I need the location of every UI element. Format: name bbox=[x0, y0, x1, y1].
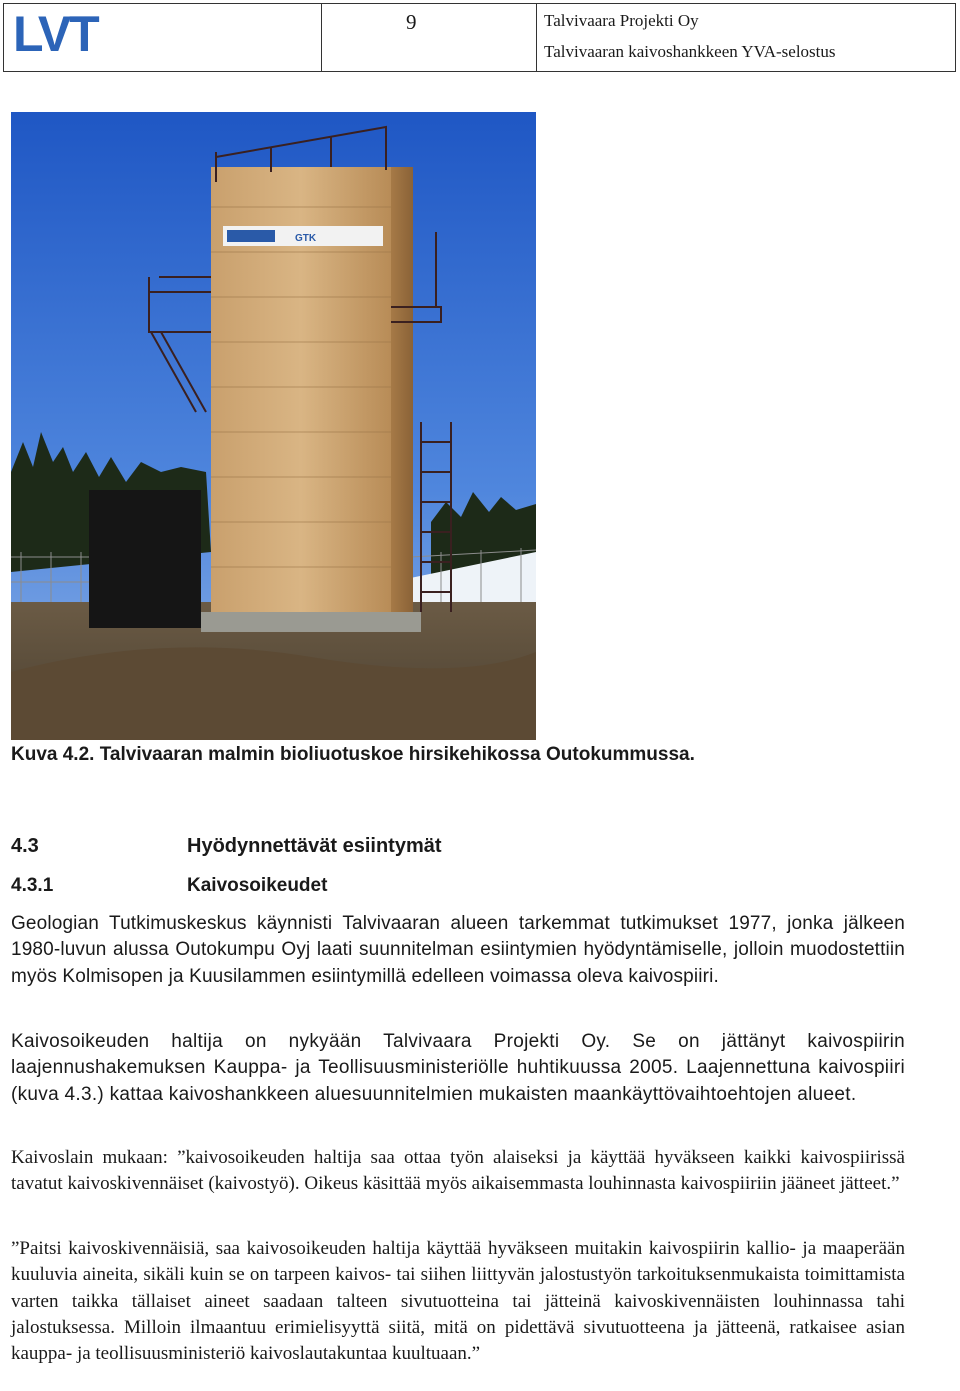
paragraph-4: ”Paitsi kaivoskivennäisiä, saa kaivosoikeuden haltija käyttää hyväkseen muitakin kaivospiirin kallio- ja maaperään kuuluvia aineita, sikäli kuin se on tarpeen kaivos- tai siihen liittyvän jalostustyön tarkoituksenmukaista toimittamista varten taikka tällaiset aineet saadaan talteen sivutuotteina tai jätteinä kaivoskivennäisten louhinnassa tahi jalostuksessa. Milloin ilmaantuu erimielisyyttä siitä, mitä on pidettävä sivutuotteena ja jätteenä, ratkaisee asian kauppa- ja teollisuusministeriö kaivoslautakuntaa kuultuaan.” bbox=[11, 1238, 905, 1365]
section-number: 4.3 bbox=[11, 835, 39, 857]
section-title: Hyödynnettävät esiintymät bbox=[187, 835, 442, 857]
page-header bbox=[3, 3, 956, 72]
paragraph-1: Geologian Tutkimuskeskus käynnisti Talvivaaran alueen tarkemmat tutkimukset 1977, jonka jälkeen 1980-luvun alussa Outokumpu Oyj laati suunnitelman esiintymien hyödyntämiselle, jolloin muodostettiin myös Kolmisopen ja Kuusilammen esiintymillä edelleen voimassa oleva kaivospiiri. bbox=[11, 913, 905, 987]
paragraph-3: Kaivoslain mukaan: ”kaivosoikeuden haltija saa ottaa työn alaiseksi ja käyttää hyväkseen kaikki kaivospiirissä tavatut kaivoskivennäiset (kaivostyö). Oikeus käsittää myös aikaisemmasta louhinnasta kaivospiiriin jääneet jätteet.” bbox=[11, 1147, 905, 1195]
logo-cell bbox=[4, 4, 322, 71]
company-name: Talvivaara Projekti Oy bbox=[544, 11, 699, 30]
figure-caption: Kuva 4.2. Talvivaaran malmin bioliuotuskoe hirsikehikossa Outokummussa. bbox=[11, 744, 695, 765]
subsection-number: 4.3.1 bbox=[11, 875, 54, 896]
page-number-cell bbox=[322, 4, 537, 71]
tower-photo bbox=[11, 112, 536, 740]
black-container bbox=[89, 490, 201, 628]
lvt-logo bbox=[12, 8, 134, 56]
wooden-tower bbox=[201, 167, 421, 632]
page-number: 9 bbox=[406, 10, 417, 34]
sign-text: GTK bbox=[295, 233, 317, 244]
title-cell bbox=[537, 4, 955, 71]
logo-text: LVT bbox=[13, 8, 98, 56]
subsection-title: Kaivosoikeudet bbox=[187, 875, 328, 896]
paragraph-2: Kaivosoikeuden haltija on nykyään Talvivaara Projekti Oy. Se on jättänyt kaivospiirin laajennushakemuksen Kauppa- ja Teollisuusministeriölle huhtikuussa 2005. Laajennettuna kaivospiiri (kuva 4.3.) kattaa kaivoshankkeen aluesuunnitelmien mukaisten maankäyttövaihtoehtojen alueet. bbox=[11, 1031, 905, 1105]
document-title: Talvivaaran kaivoshankkeen YVA-selostus bbox=[544, 42, 836, 61]
